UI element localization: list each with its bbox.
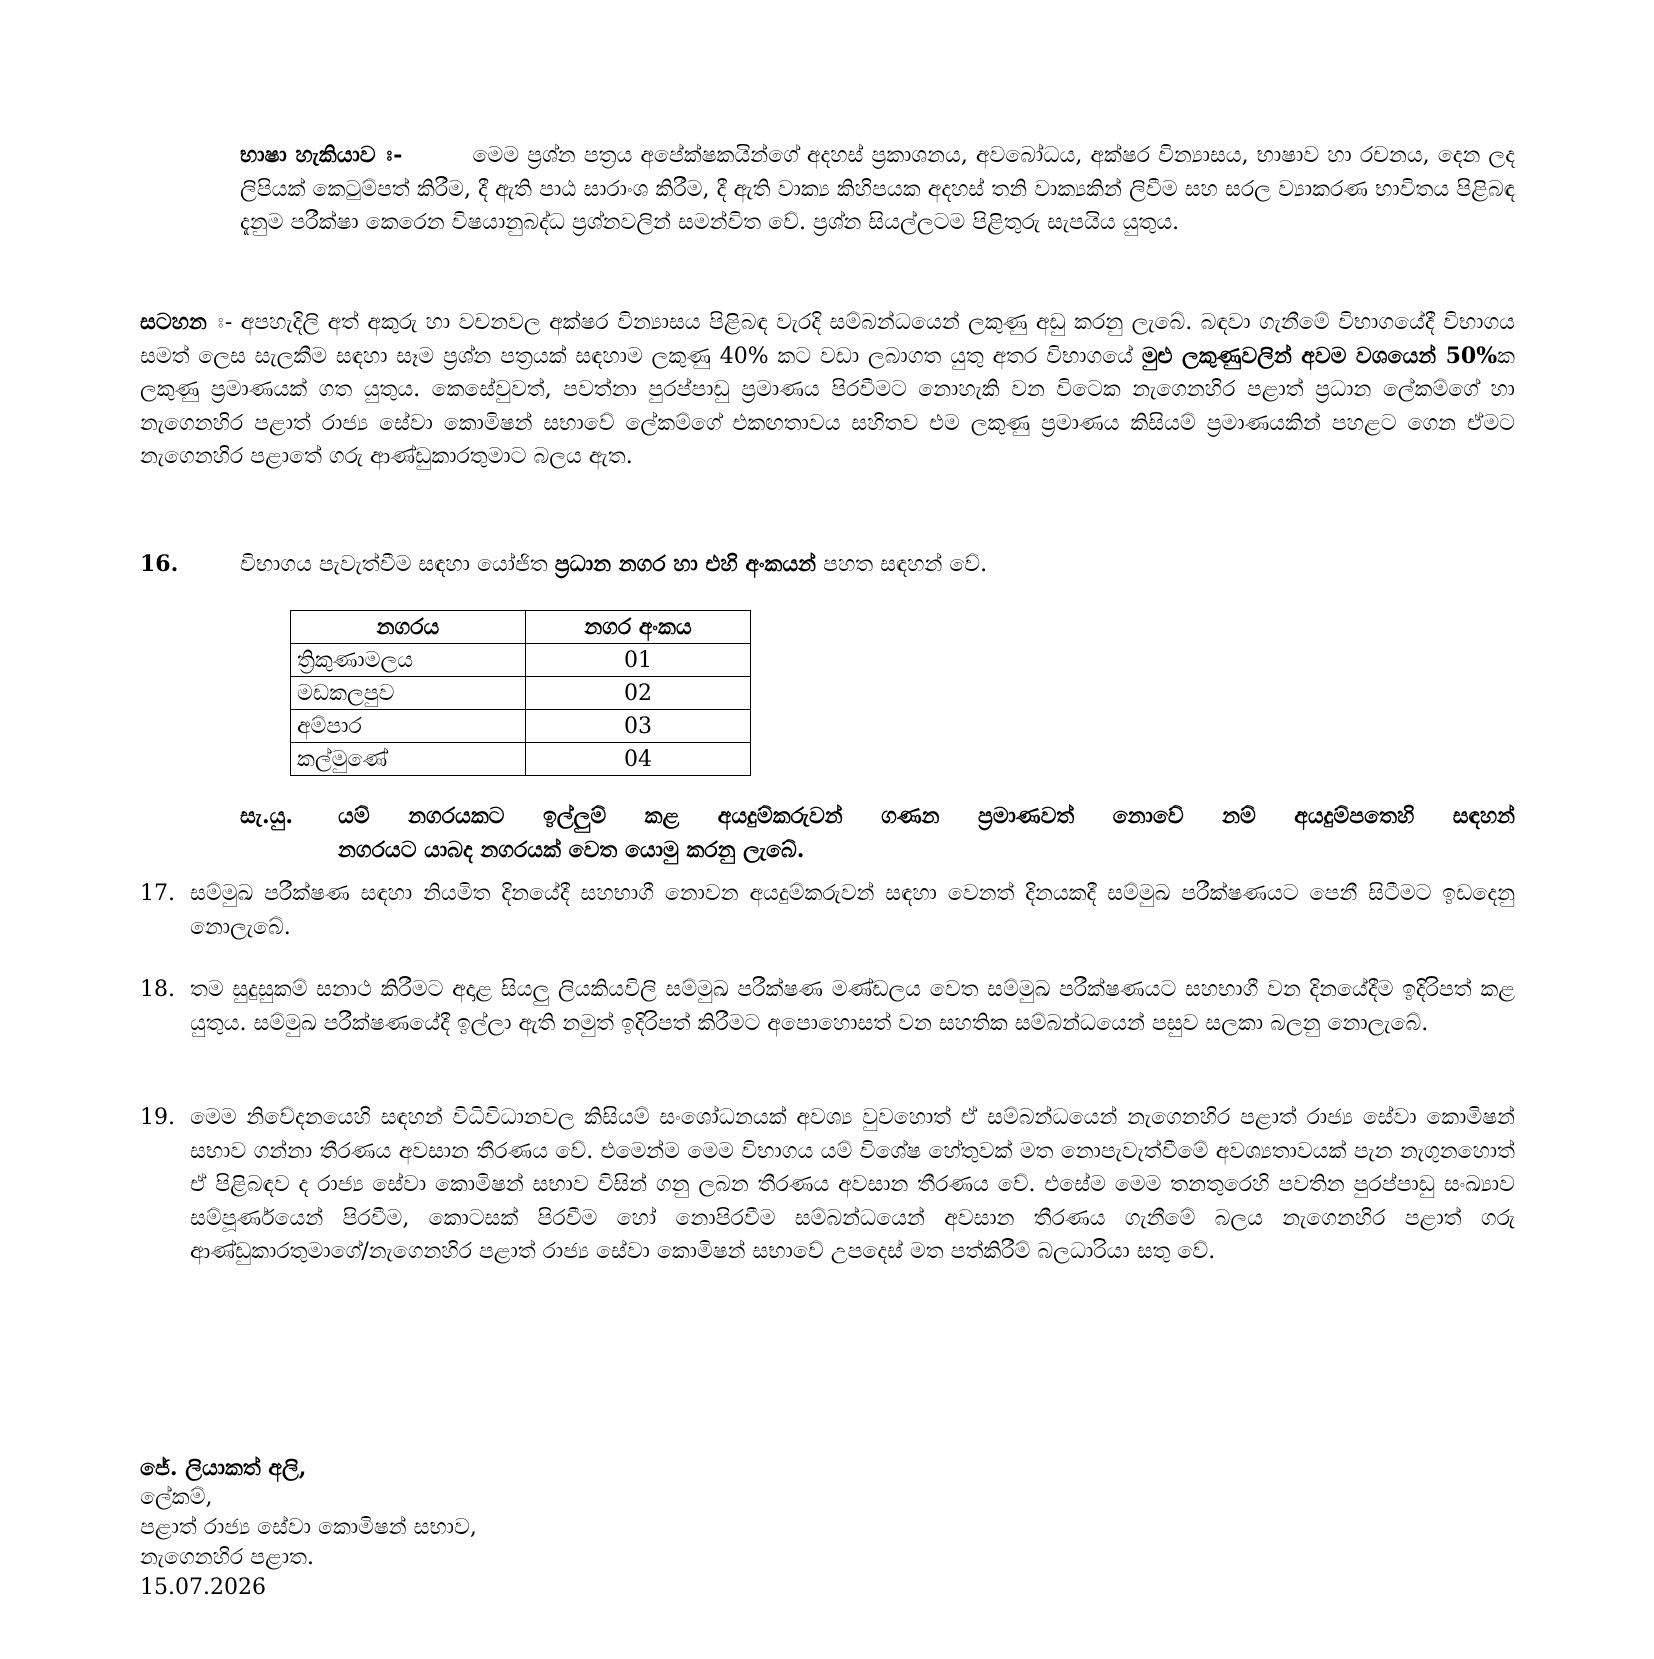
city-code: 04 [526,743,751,776]
note-label: සටහන [140,309,207,335]
city-name: අම්පාර [291,710,526,743]
city-code: 02 [526,677,751,710]
signatory-office: පළාත් රාජ්‍ය සේවා කොමිෂන් සභාව, [140,1515,477,1540]
city-code: 01 [526,644,751,677]
city-code: 03 [526,710,751,743]
signatory-name: ජේ. ලියාකත් අලි, [140,1455,307,1481]
nb-line-2: නගරයට යාබද නගරයක් වෙත යොමු කරනු ලැබේ. [338,836,805,863]
item-16-number: 16. [140,551,179,577]
city-name: කල්මුණේ [291,743,526,776]
table-row [291,677,751,710]
language-ability-label: භාෂා හැකියාව ඃ- [240,142,403,168]
item-16-text-before: විභාගය පැවැත්වීම සඳහා යෝජිත [240,552,548,577]
signatory-province: නැගෙනහිර පළාත. [140,1545,314,1570]
signatory-title: ලේකම්, [140,1485,213,1510]
language-ability-text: මෙම ප්‍රශ්න පත්‍රය අපේක්ෂකයින්ගේ අදහස් ප්‍රකාශනය, අවබෝධය, අක්ෂර වින්‍යාසය, භාෂාව හා රචනය, දෙන ලද ලිපියක් කෙටුම්පත් කිරීම, දී ඇති පාඨ සාරාංශ කිරීම, දී ඇති වාක්‍ය කිහිපයක අදහස් තනි වාක්‍යකින් ලිවීම සහ සරල ව්‍යාකරණ භාවිතය පිළිබඳ දැනුම පරීක්ෂා කෙරෙන විෂයානුබද්ධ ප්‍රශ්නවලින් සමන්විත වේ. ප්‍රශ්න සියල්ලටම පිළිතුරු සැපයිය යුතුය. [240,143,1515,235]
item-19-number: 19. [140,1105,175,1130]
item-17-number: 17. [140,881,175,906]
note-separator: ඃ- [224,310,233,335]
note-text-before: අපහැදිලි අත් අකුරු හා වචනවල අක්ෂර වින්‍යාසය පිළිබඳ වැරදි සම්බන්ධයෙන් ලකුණු අඩු කරනු ලැබේ. බඳවා ගැනීමේ විභාගයේදී විභාගය සමත් ලෙස සැලකීම සඳහා සෑම ප්‍රශ්න පත්‍රයක් සඳහාම ලකුණු 40% කට වඩා ලබාගත යුතු අතර විභාගයේ [140,310,1515,369]
city-name: ත්‍රිකුණාමලය [291,644,526,677]
city-name: මඩකලපුව [291,677,526,710]
signature-block [140,1453,477,1603]
header-city-code: නගර අංකය [526,611,751,644]
city-code-table [290,610,751,776]
header-city: නගරය [291,611,526,644]
document-date: 15.07.2026 [140,1575,266,1600]
item-17-text: සම්මුඛ පරීක්ෂණ සඳහා නියමිත දිනයේදී සහභාගී නොවන අයදුම්කරුවන් සඳහා වෙනත් දිනයකදී සම්මුඛ පරීක්ෂණයට පෙනී සිටීමට ඉඩදෙනු නොලැබේ. [190,881,1515,940]
nb-label: සැ.යු. [240,803,294,829]
table-row [291,710,751,743]
nb-text [338,800,1515,867]
item-18-text: තම සුදුසුකම් සනාථ කිරීමට අදාළ සියලු ලියකියවිලි සම්මුඛ පරීක්ෂණ මණ්ඩලය වෙත සම්මුඛ පරීක්ෂණයට සහභාගී වන දිනයේදීම ඉදිරිපත් කළ යුතුය. සම්මුඛ පරීක්ෂණයේදී ඉල්ලා ඇති නමුත් ඉදිරිපත් කිරීමට අපොහොසත් වන සහතික සම්බන්ධයෙන් පසුව සලකා බලනු නොලැබේ. [190,977,1515,1036]
item-16-text [240,548,1515,582]
item-16-text-after: පහත සඳහන් වේ. [823,552,988,577]
language-ability-paragraph [240,139,1515,240]
note-bold-text: මුළු ලකුණුවලින් අවම වශයෙන් 50% [1141,342,1498,369]
table-header-row [291,611,751,644]
table-row [291,743,751,776]
table-row [291,644,751,677]
note-text-after: ක ලකුණු ප්‍රමාණයක් ගත යුතුය. කෙසේවුවත්, පවත්නා පුරප්පාඩු ප්‍රමාණය පිරවීමට නොහැකි වන විටෙක නැගෙනහිර පළාත් ප්‍රධාන ලේකම්ගේ හා නැගෙනහිර පළාත් රාජ්‍ය සේවා කොමිෂන් සභාවේ ලේකම්ගේ එකඟතාවය සහිතව එම ලකුණු ප්‍රමාණය කිසියම් ප්‍රමාණයකින් පහළට ගෙන ඒමට නැගෙනහිර පළාතේ ගරු ආණ්ඩුකාරතුමාට බලය ඇත. [140,343,1515,469]
nb-line-1: යම් නගරයකට ඉල්ලුම් කළ අයදුම්කරුවන් ගණන ප්‍රමාණවත් නොවේ නම් අයදුම්පතෙහි සඳහන් [338,803,1515,829]
item-18-number: 18. [140,977,175,1002]
item-19-text: මෙම නිවේදනයෙහි සඳහන් විධිවිධානවල කිසියම් සංශෝධනයක් අවශ්‍ය වුවහොත් ඒ සම්බන්ධයෙන් නැගෙනහිර පළාත් රාජ්‍ය සේවා කොමිෂන් සභාව ගන්නා තීරණය අවසාන තීරණය වේ. එමෙන්ම මෙම විභාගය යම් විශේෂ හේතුවක් මත නොපැවැත්වීමේ අවශ්‍යතාවයක් පැන නැගුනහොත් ඒ පිළිබඳව ද රාජ්‍ය සේවා කොමිෂන් සභාව විසින් ගනු ලබන තීරණය අවසාන තීරණය වේ. එසේම මෙම තනතුරෙහි පවතින පුරප්පාඩු සංඛ්‍යාව සම්පූර්ණයෙන් පිරවීම, කොටසක් පිරවීම හෝ නොපිරවීම සම්බන්ධයෙන් අවසාන තීරණය ගැනීමේ බලය නැගෙනහිර පළාත් ගරු ආණ්ඩුකාරතුමාගේ/නැගෙනහිර පළාත් රාජ්‍ය සේවා කොමිෂන් සභාවේ උපදෙස් මත පත්කිරීම් බලධාරියා සතු වේ. [190,1105,1515,1264]
note-paragraph [140,306,1515,474]
item-16-bold-text: ප්‍රධාන නගර හා එහි අංකයන් [554,551,817,577]
